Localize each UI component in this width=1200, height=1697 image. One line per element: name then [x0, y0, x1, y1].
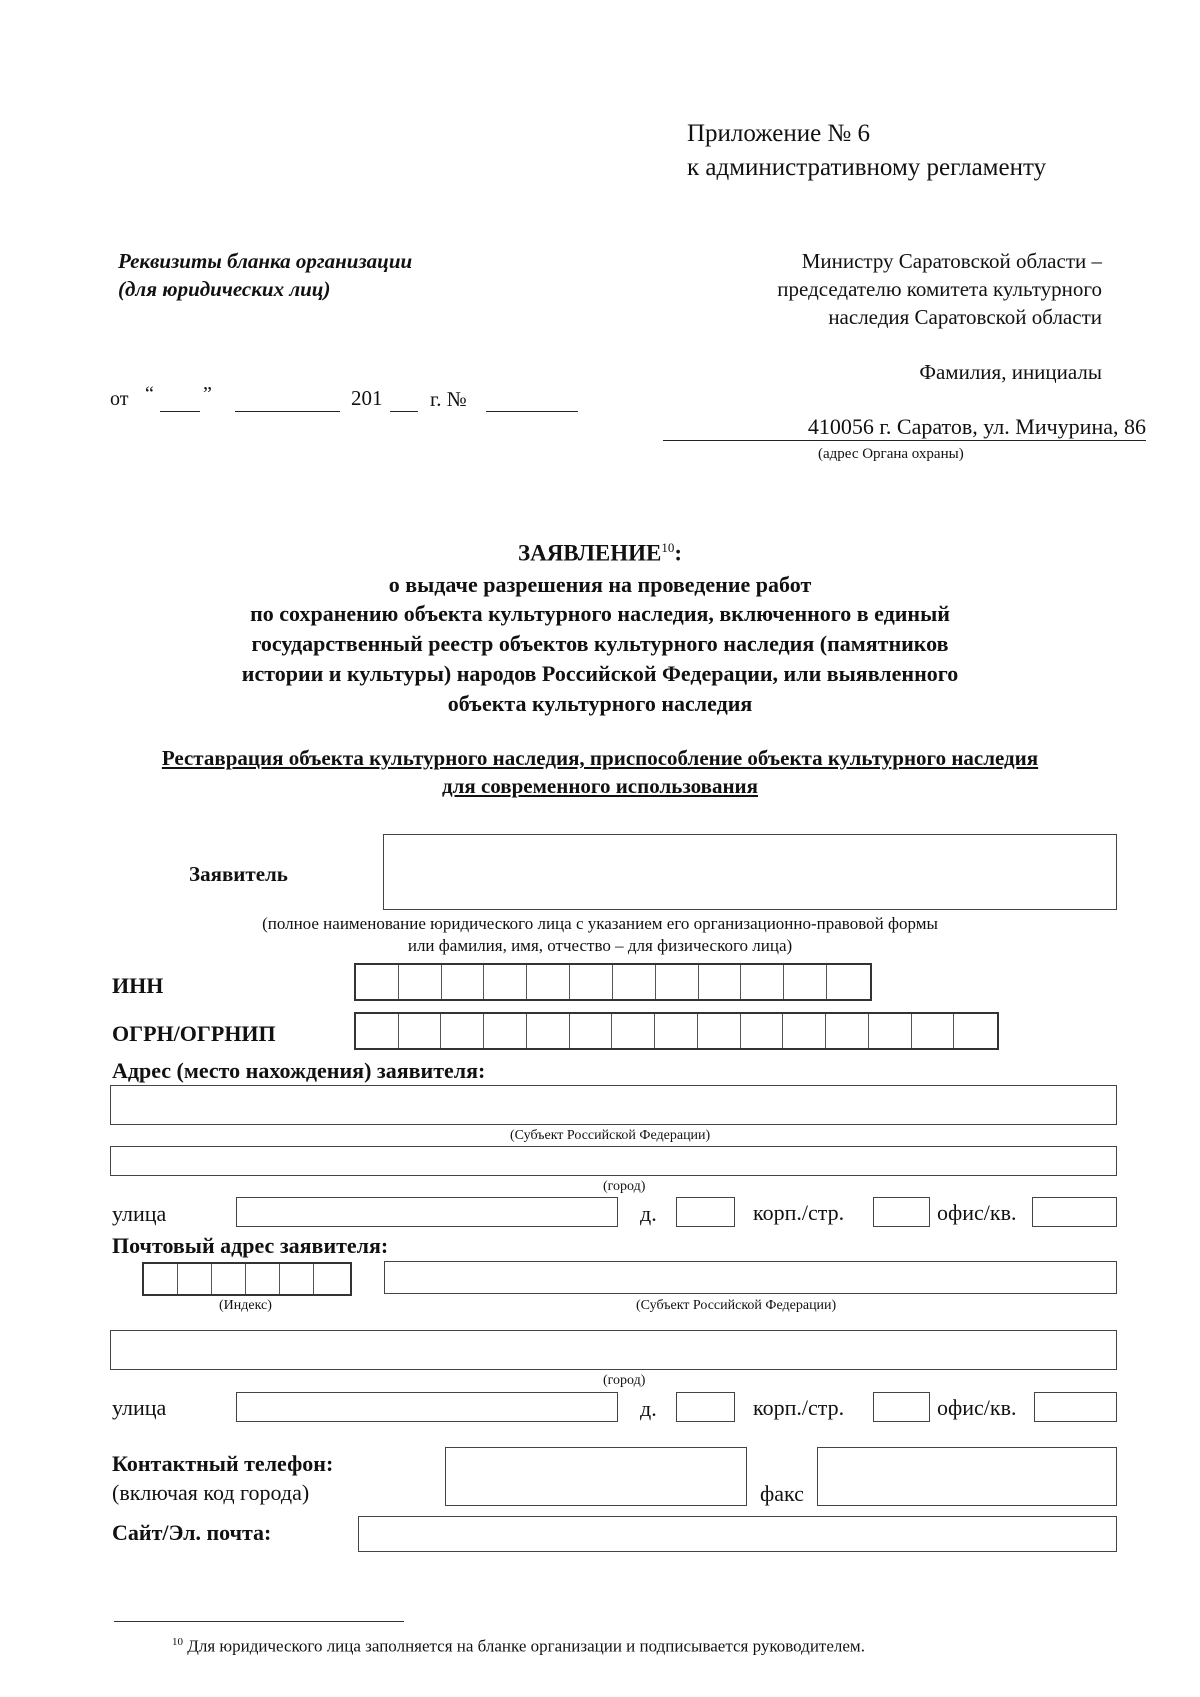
address-subject-caption: (Субъект Российской Федерации): [510, 1128, 711, 1143]
office-label: офис/кв.: [937, 1200, 1017, 1225]
ogrn-label: ОГРН/ОГРНИП: [112, 1021, 276, 1046]
work-type-line1: Реставрация объекта культурного наследия, приспособление объекта культурного наследия: [161, 746, 1039, 770]
organ-address-line: [663, 440, 1146, 441]
organ-address: 410056 г. Саратов, ул. Мичурина, 86: [807, 414, 1146, 439]
street-input[interactable]: [236, 1197, 618, 1227]
site-email-input[interactable]: [358, 1516, 1117, 1552]
title-footnote-mark: 10: [661, 540, 675, 555]
street-label: улица: [112, 1201, 167, 1226]
title-colon: :: [674, 540, 683, 566]
postal-index-caption: (Индекс): [219, 1298, 272, 1313]
postal-city-input[interactable]: [110, 1330, 1117, 1370]
document-title: [0, 540, 1200, 567]
fax-label: факс: [760, 1481, 804, 1506]
postal-building-label: корп./стр.: [753, 1395, 845, 1420]
postal-office-input[interactable]: [1034, 1392, 1117, 1422]
postal-subject-input[interactable]: [384, 1261, 1117, 1294]
postal-street-label: улица: [112, 1395, 167, 1420]
postal-building-input[interactable]: [873, 1392, 930, 1422]
postal-house-input[interactable]: [676, 1392, 735, 1422]
postal-heading: Почтовый адрес заявителя:: [112, 1233, 389, 1258]
postal-house-label: д.: [640, 1396, 657, 1421]
date-year-prefix: 201: [351, 386, 383, 410]
title-line-5: объекта культурного наследия: [447, 691, 753, 716]
title-word: ЗАЯВЛЕНИЕ: [517, 540, 662, 566]
building-input[interactable]: [873, 1197, 930, 1227]
title-line-1: о выдаче разрешения на проведение работ: [388, 572, 812, 597]
addressee-line3: наследия Саратовской области: [828, 305, 1102, 329]
ogrn-cells[interactable]: [354, 1012, 999, 1050]
date-year-line[interactable]: [390, 411, 418, 412]
title-line-2: по сохранению объекта культурного наследия, включенного в единый: [250, 601, 950, 626]
inn-cells[interactable]: [354, 963, 872, 1001]
house-input[interactable]: [676, 1197, 735, 1227]
date-number-label: г. №: [430, 387, 467, 411]
office-input[interactable]: [1032, 1197, 1117, 1227]
phone-sublabel: (включая код города): [112, 1480, 310, 1505]
phone-label: Контактный телефон:: [112, 1451, 334, 1476]
requisites-line1: Реквизиты бланка организации: [118, 249, 413, 273]
fax-input[interactable]: [817, 1447, 1117, 1506]
phone-input[interactable]: [445, 1447, 747, 1506]
postal-office-label: офис/кв.: [937, 1395, 1017, 1420]
requisites-line2: (для юридических лиц): [118, 277, 331, 301]
footnote: [172, 1636, 865, 1657]
addressee-line2: председателю комитета культурного: [777, 277, 1102, 301]
footnote-mark: 10: [172, 1636, 183, 1648]
date-number-line[interactable]: [486, 411, 578, 412]
appendix-subtitle: к административному регламенту: [687, 154, 1047, 181]
house-label: д.: [640, 1201, 657, 1226]
title-line-4: истории и культуры) народов Российской Федерации, или выявленного: [241, 661, 959, 686]
applicant-label: Заявитель: [189, 862, 288, 886]
date-from-label: от: [110, 388, 129, 410]
footnote-separator: [114, 1621, 404, 1622]
date-day-line[interactable]: [160, 411, 200, 412]
date-month-line[interactable]: [235, 411, 340, 412]
postal-city-caption: (город): [603, 1373, 646, 1388]
footnote-text: Для юридического лица заполняется на бланке организации и подписывается руководителем.: [187, 1636, 865, 1656]
inn-label: ИНН: [112, 973, 164, 998]
organ-address-caption: (адрес Органа охраны): [818, 446, 964, 462]
applicant-caption2: или фамилия, имя, отчество – для физического лица): [407, 936, 793, 955]
postal-index-cells[interactable]: [142, 1262, 352, 1296]
postal-street-input[interactable]: [236, 1392, 618, 1422]
appendix-title: Приложение № 6: [687, 120, 871, 147]
addressee-name: Фамилия, инициалы: [919, 360, 1102, 384]
building-label: корп./стр.: [753, 1200, 845, 1225]
address-subject-input[interactable]: [110, 1085, 1117, 1125]
address-city-input[interactable]: [110, 1146, 1117, 1176]
title-line-3: государственный реестр объектов культурного наследия (памятников: [251, 631, 949, 656]
address-heading: Адрес (место нахождения) заявителя:: [112, 1058, 486, 1083]
date-close-quote: ”: [203, 383, 212, 405]
address-city-caption: (город): [603, 1179, 646, 1194]
work-type-line2: для современного использования: [441, 774, 759, 798]
addressee-line1: Министру Саратовской области –: [801, 249, 1102, 273]
postal-subject-caption: (Субъект Российской Федерации): [636, 1298, 837, 1313]
applicant-caption1: (полное наименование юридического лица с указанием его организационно-правовой формы: [262, 914, 938, 933]
applicant-input[interactable]: [383, 834, 1117, 910]
site-label: Сайт/Эл. почта:: [112, 1520, 272, 1545]
date-open-quote: “: [145, 383, 154, 405]
